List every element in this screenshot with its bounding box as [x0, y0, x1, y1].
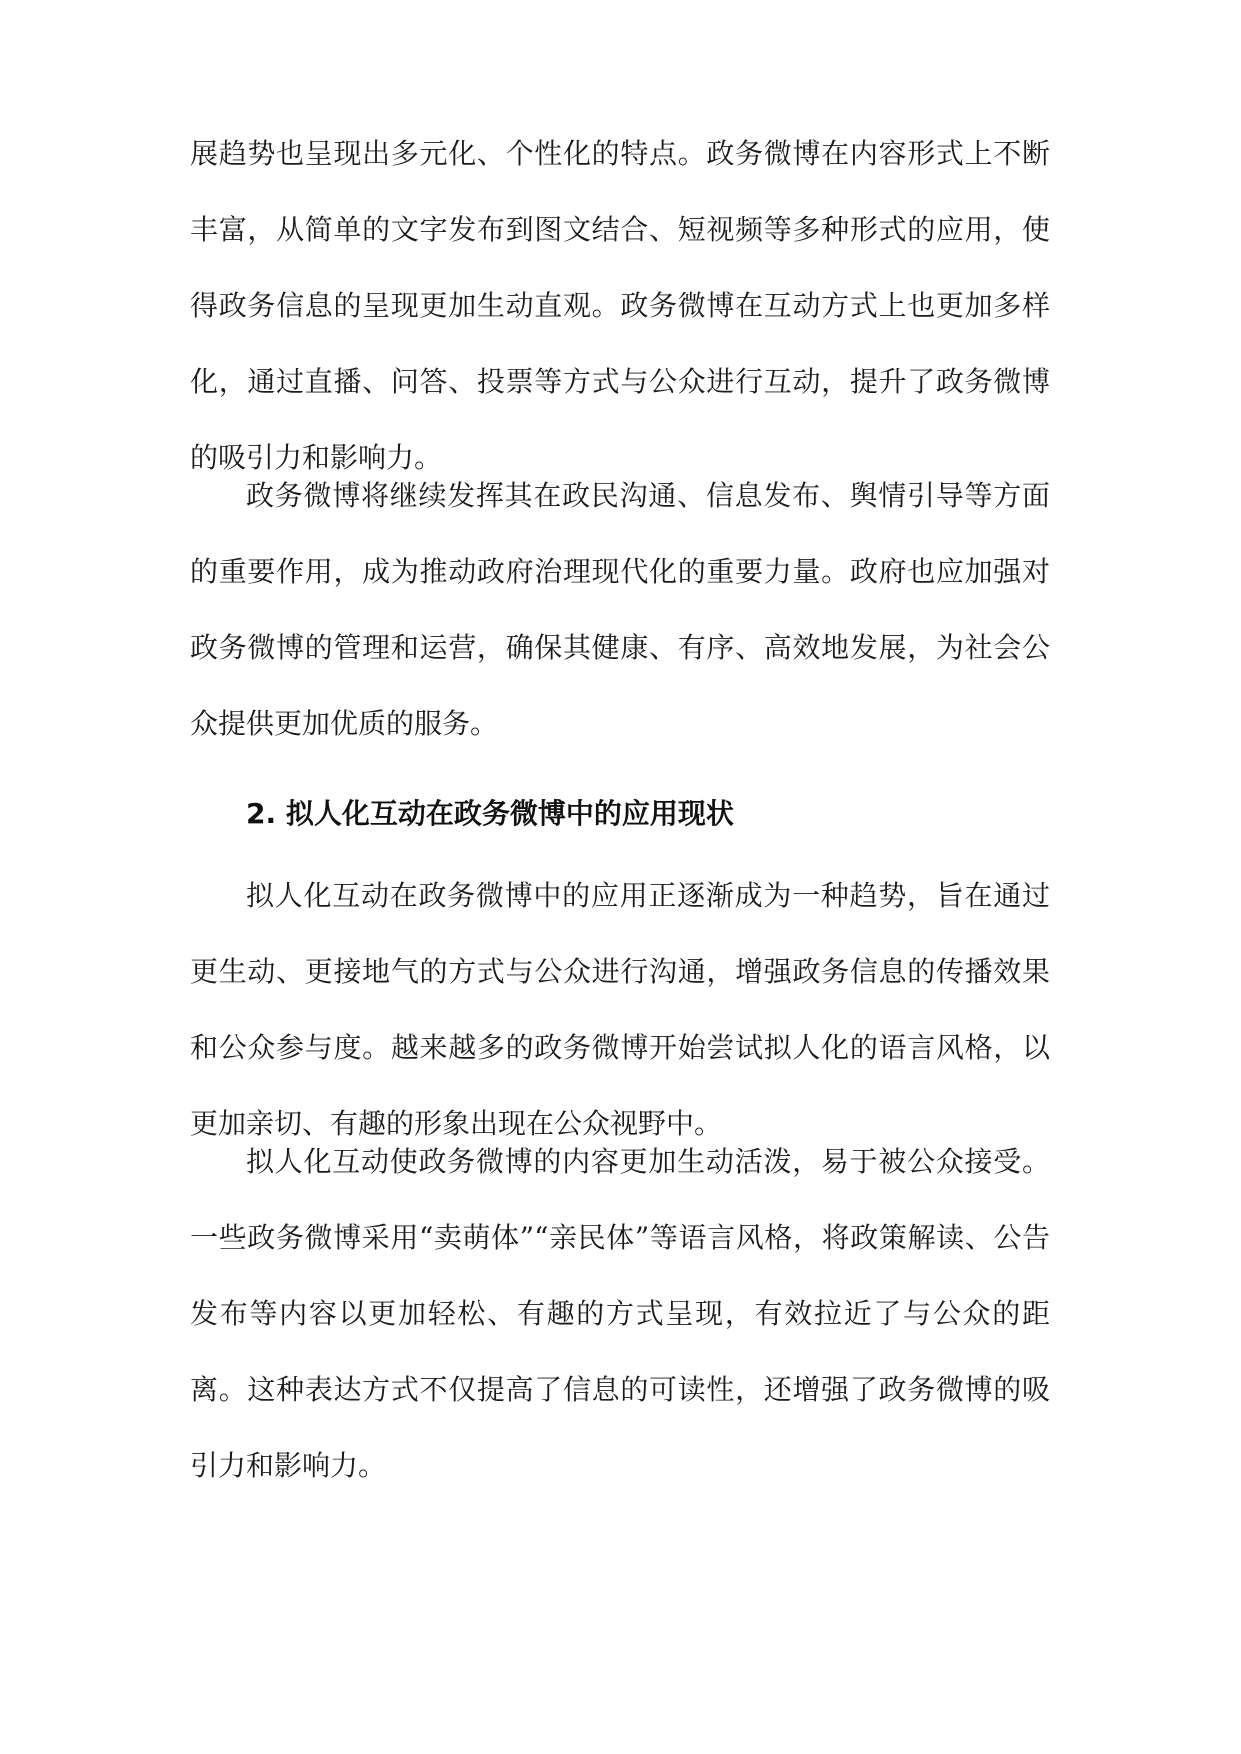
paragraph-government-weibo-role: 政务微博将继续发挥其在政民沟通、信息发布、舆情引导等方面的重要作用，成为推动政府治理现代化的重要力量。政府也应加强对政务微博的管理和运营，确保其健康、有序、高效地发展，为社会公众提供更加优质的服务。 [190, 479, 1050, 740]
paragraph-personification-effects: 拟人化互动使政务微博的内容更加生动活泼，易于被公众接受。一些政务微博采用“卖萌体”“亲民体”等语言风格，将政策解读、公告发布等内容以更加轻松、有趣的方式呈现，有效拉近了与公众的距离。这种表达方式不仅提高了信息的可读性，还增强了政务微博的吸引力和影响力。 [190, 1145, 1050, 1482]
paragraph-personification-trend: 拟人化互动在政务微博中的应用正逐渐成为一种趋势，旨在通过更生动、更接地气的方式与公众进行沟通，增强政务信息的传播效果和公众参与度。越来越多的政务微博开始尝试拟人化的语言风格，以更加亲切、有趣的形象出现在公众视野中。 [190, 879, 1050, 1140]
section-heading: 2. 拟人化互动在政务微博中的应用现状 [246, 797, 734, 830]
paragraph-continuation: 展趋势也呈现出多元化、个性化的特点。政务微博在内容形式上不断丰富，从简单的文字发布到图文结合、短视频等多种形式的应用，使得政务信息的呈现更加生动直观。政务微博在互动方式上也更加多样化，通过直播、问答、投票等方式与公众进行互动，提升了政务微博的吸引力和影响力。 [190, 137, 1050, 474]
